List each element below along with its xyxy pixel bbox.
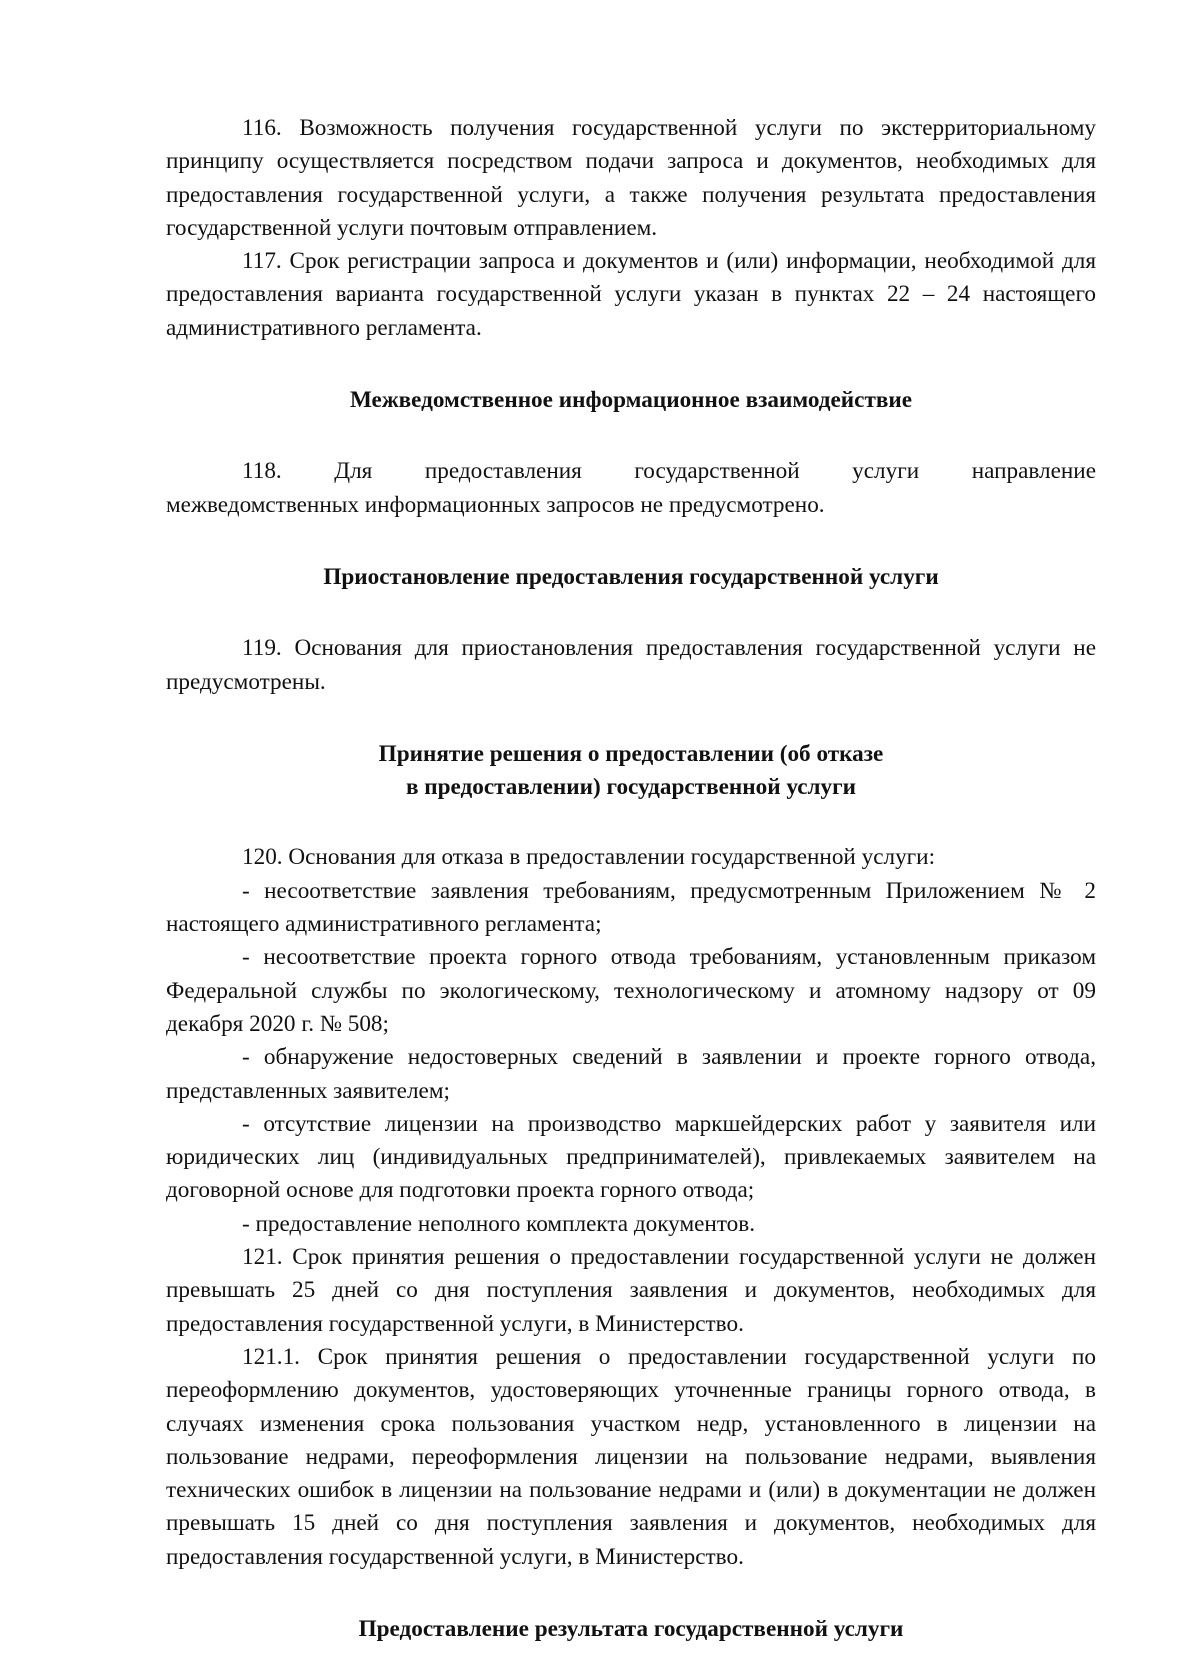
paragraph-118-line1: 118. Для предоставления государственной услуги направление: [242, 458, 1096, 485]
document-page: [166, 112, 1096, 1646]
paragraph-120-item-5: - предоставление неполного комплекта документов.: [242, 1210, 755, 1237]
paragraph-120-item-4: - отсутствие лицензии на производство маркшейдерских работ у заявителя или юридических лиц (индивидуальных предпринимателей), привлекаемых заявителем на договорной основе для подготовки проекта горного отвода;: [166, 1110, 1096, 1204]
paragraph-120-item-1: - несоответствие заявления требованиям, предусмотренным Приложением № 2 настоящего административного регламента;: [166, 877, 1096, 938]
paragraph-118-line2: межведомственных информационных запросов не предусмотрено.: [166, 491, 825, 518]
heading-interagency: Межведомственное информационное взаимодействие: [349, 387, 913, 414]
paragraph-119: 119. Основания для приостановления предоставления государственной услуги не предусмотрены.: [166, 635, 1096, 695]
paragraph-116: 116. Возможность получения государственной услуги по экстерриториальному принципу осуществляется посредством подачи запроса и документов, необходимых для предоставления государственной услуги, а также получения результата предоставления государственной услуги почтовым отправлением.: [166, 115, 1096, 241]
paragraph-121: 121. Срок принятия решения о предоставлении государственной услуги не должен превышать 25 дней со дня поступления заявления и документов, необходимых для предоставления государственной услуги, в Министерство.: [166, 1244, 1096, 1337]
paragraph-117: 117. Срок регистрации запроса и документов и (или) информации, необходимой для предоставления варианта государственной услуги указан в пунктах 22 – 24 настоящего административного регламента.: [166, 248, 1096, 341]
heading-suspension: Приостановление предоставления государственной услуги: [323, 563, 939, 590]
heading-result: Предоставление результата государственной услуги: [358, 1615, 904, 1642]
paragraph-120-item-2: - несоответствие проекта горного отвода требованиям, установленным приказом Федеральной службы по экологическому, технологическому и атомному надзору от 09 декабря 2020 г. № 508;: [166, 944, 1096, 1037]
heading-decision-line2: в предоставлении) государственной услуги: [405, 774, 857, 801]
paragraph-120: 120. Основания для отказа в предоставлении государственной услуги:: [242, 844, 936, 871]
paragraph-121-1: 121.1. Срок принятия решения о предоставлении государственной услуги по переоформлению документов, удостоверяющих уточненные границы горного отвода, в случаях изменения срока пользования участком недр, установленного в лицензии на пользование недрами, переоформления лицензии на пользование недрами, выявления технических ошибок в лицензии на пользование недрами и (или) в документации не должен превышать 15 дней со дня поступления заявления и документов, необходимых для предоставления государственной услуги, в Министерство.: [166, 1343, 1096, 1570]
heading-decision-line1: Принятие решения о предоставлении (об отказе: [378, 740, 884, 767]
paragraph-120-item-3: - обнаружение недостоверных сведений в заявлении и проекте горного отвода, представленных заявителем;: [166, 1044, 1096, 1104]
